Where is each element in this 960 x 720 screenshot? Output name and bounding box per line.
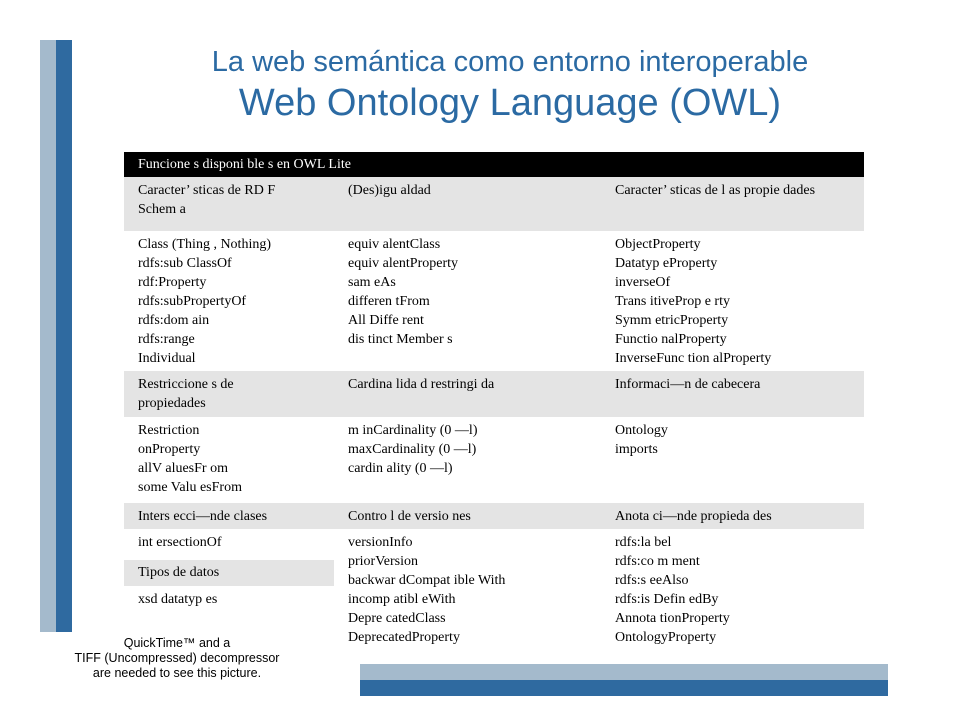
table-cell — [601, 177, 864, 231]
cell-line: Annota tionProperty — [615, 611, 730, 626]
cell-line: rdfs:co m ment — [615, 554, 700, 569]
placeholder-line: are needed to see this picture. — [92, 666, 262, 680]
table-cell — [334, 231, 601, 371]
cell-line: All Diffe rent — [348, 313, 424, 328]
bottom-accent-band-light — [360, 664, 888, 680]
table-cell — [601, 417, 864, 503]
cell-line: Individual — [138, 351, 196, 366]
sub-header-datatypes: Tipos de datos — [124, 560, 334, 586]
table-cell — [124, 231, 334, 371]
table-cell — [124, 417, 334, 503]
cell-line: Caracter’ sticas de l as propie dades — [615, 183, 816, 198]
owl-lite-features-table — [124, 152, 864, 649]
cell-line: sam eAs — [348, 275, 396, 290]
cell-line: Functio nalProperty — [615, 332, 727, 347]
table-row — [124, 231, 864, 371]
bottom-accent-band-dark — [360, 680, 888, 696]
cell-line: maxCardinality (0 —l) — [348, 442, 477, 457]
cell-line: cardin ality (0 —l) — [348, 461, 453, 476]
cell-line: Anota ci—nde propieda des — [615, 509, 772, 524]
placeholder-line: QuickTime™ and a — [123, 636, 231, 650]
cell-line: some Valu esFrom — [138, 480, 242, 495]
table-cell — [124, 529, 334, 649]
table-cell — [334, 177, 601, 231]
cell-line: priorVersion — [348, 554, 418, 569]
cell-line: allV aluesFr om — [138, 461, 228, 476]
cell-line: (Des)igu aldad — [348, 183, 431, 198]
cell-line: DeprecatedProperty — [348, 630, 460, 645]
cell-line: imports — [615, 442, 658, 457]
cell-line: rdfs:subPropertyOf — [138, 294, 247, 309]
table-cell — [601, 503, 864, 529]
table-cell — [124, 503, 334, 529]
table-cell — [601, 231, 864, 371]
left-accent-bar-light — [40, 40, 56, 632]
cell-line: rdfs:s eeAlso — [615, 573, 689, 588]
cell-line: equiv alentProperty — [348, 256, 459, 271]
cell-line: Informaci—n de cabecera — [615, 377, 761, 392]
cell-line: rdfs:is Defin edBy — [615, 592, 719, 607]
cell-line: incomp atibl eWith — [348, 592, 456, 607]
cell-line: onProperty — [138, 442, 201, 457]
table-cell — [124, 371, 334, 417]
cell-line: Trans itiveProp e rty — [615, 294, 730, 309]
table-header: Funcione s disponi ble s en OWL Lite — [124, 152, 864, 177]
placeholder-line: TIFF (Uncompressed) decompressor — [74, 651, 280, 665]
cell-line: rdfs:sub ClassOf — [138, 256, 232, 271]
cell-line: InverseFunc tion alProperty — [615, 351, 772, 366]
slide-title — [100, 44, 920, 126]
cell-line: Schem a — [138, 202, 186, 217]
table-cell — [334, 371, 601, 417]
cell-line: rdfs:dom ain — [138, 313, 210, 328]
table-row — [124, 417, 864, 503]
table-cell — [334, 529, 601, 649]
cell-line: Inters ecci—nde clases — [138, 509, 268, 524]
cell-line: ObjectProperty — [615, 237, 701, 252]
missing-image-placeholder — [42, 636, 312, 681]
title-line-2: Web Ontology Language (OWL) — [238, 82, 782, 124]
cell-line: xsd datatyp es — [138, 592, 218, 607]
cell-line: Caracter’ sticas de RD F — [138, 183, 276, 198]
title-line-1: La web semántica como entorno interoperable — [211, 46, 809, 78]
cell-line: propiedades — [138, 396, 206, 411]
left-accent-bar-dark — [56, 40, 72, 632]
cell-line: backwar dCompat ible With — [348, 573, 506, 588]
cell-line: rdfs:la bel — [615, 535, 672, 550]
cell-line: Class (Thing , Nothing) — [138, 237, 271, 252]
cell-line: m inCardinality (0 —l) — [348, 423, 478, 438]
table-cell — [601, 371, 864, 417]
cell-line: Contro l de versio nes — [348, 509, 471, 524]
cell-line: int ersectionOf — [138, 535, 222, 550]
table-row — [124, 529, 864, 649]
cell-line: Depre catedClass — [348, 611, 446, 626]
cell-line: Symm etricProperty — [615, 313, 729, 328]
table-row — [124, 177, 864, 231]
cell-line: Datatyp eProperty — [615, 256, 718, 271]
cell-line: Restriction — [138, 423, 200, 438]
cell-line: equiv alentClass — [348, 237, 441, 252]
table-cell — [334, 503, 601, 529]
cell-line: dis tinct Member s — [348, 332, 453, 347]
cell-line: OntologyProperty — [615, 630, 717, 645]
cell-line: inverseOf — [615, 275, 671, 290]
table-cell — [124, 177, 334, 231]
cell-line: rdfs:range — [138, 332, 195, 347]
cell-line: Ontology — [615, 423, 668, 438]
cell-line: Restriccione s de — [138, 377, 234, 392]
cell-line: Cardina lida d restringi da — [348, 377, 495, 392]
table-cell — [334, 417, 601, 503]
table-row — [124, 503, 864, 529]
table-cell — [601, 529, 864, 649]
cell-line: versionInfo — [348, 535, 413, 550]
cell-line: rdf:Property — [138, 275, 207, 290]
table-row — [124, 371, 864, 417]
cell-line: differen tFrom — [348, 294, 430, 309]
